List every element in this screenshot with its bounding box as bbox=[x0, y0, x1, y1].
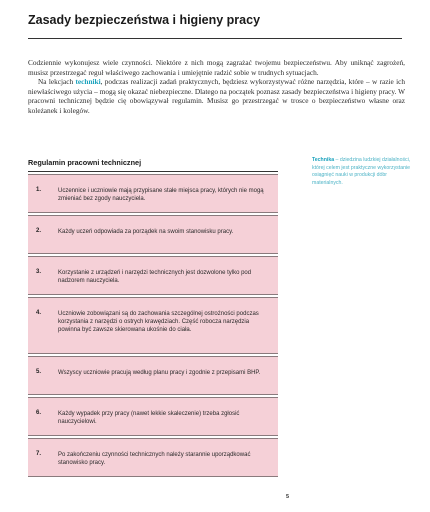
page-title: Zasady bezpieczeństwa i higieny pracy bbox=[28, 13, 261, 27]
rule-item bbox=[28, 356, 278, 395]
rule-number: 3. bbox=[36, 269, 42, 275]
rule-number: 2. bbox=[36, 228, 42, 234]
rule-text: Wszyscy uczniowie pracują według planu pracy i zgodnie z przepisami BHP. bbox=[58, 370, 261, 376]
sidebar-keyword: Technika bbox=[312, 157, 335, 163]
rule-item bbox=[28, 438, 278, 477]
rules-list bbox=[28, 174, 278, 479]
regulamin-divider bbox=[28, 171, 278, 172]
sidebar-definition bbox=[312, 157, 412, 187]
rule-item bbox=[28, 256, 278, 295]
rule-text: Po zakończeniu czynności technicznych należy starannie uporządkować stanowisko pracy. bbox=[58, 452, 251, 467]
regulamin-heading: Regulamin pracowni technicznej bbox=[28, 158, 142, 167]
page-number: 5 bbox=[286, 494, 290, 500]
rule-item bbox=[28, 215, 278, 254]
intro-p2-start: Na lekcjach bbox=[38, 77, 76, 87]
keyword-techniki: techniki bbox=[75, 77, 101, 87]
intro-paragraph-1: Codziennie wykonujesz wiele czynności. Niektóre z nich mogą zagrażać twojemu bezpieczeństwu. Aby uniknąć zagrożeń, musisz przestrzegać reguł właściwego zachowania i umiejętnie radzić sobie w trudnych sytuacjach. bbox=[28, 58, 405, 77]
intro-text bbox=[28, 58, 405, 116]
rule-text: Korzystanie z urządzeń i narzędzi technicznych jest dozwolone tylko pod nadzorem nauczyciela. bbox=[58, 270, 252, 285]
rule-number: 5. bbox=[36, 369, 42, 375]
rule-number: 7. bbox=[36, 451, 42, 457]
rule-text: Każdy wypadek przy pracy (nawet lekkie skaleczenie) trzeba zgłosić nauczycielowi. bbox=[58, 411, 240, 426]
sidebar-definition-text: – dziedzina ludzkiej działalności, której celem jest praktyczne wykorzystanie osiągnięć nauki w produkcji dóbr materialnych. bbox=[312, 157, 411, 186]
intro-p2-rest: , podczas realizacji zadań praktycznych, będziesz wykorzystywać różne narzędzia, które – w razie ich niewłaściwego użycia – mogą się okazać niebezpieczne. Dlatego na początek poznasz zasady bezpieczeństwa i higieny pracy. W pracowni technicznej będzie cię obowiązywał regulamin. Musisz go przestrzegać w trosce o bezpieczeństwo własne oraz koleżanek i kolegów. bbox=[28, 77, 405, 115]
rule-number: 6. bbox=[36, 410, 42, 416]
rule-item bbox=[28, 397, 278, 436]
rule-text: Uczennice i uczniowie mają przypisane stałe miejsca pracy, których nie mogą zmieniać bez zgody nauczyciela. bbox=[58, 188, 264, 203]
title-divider bbox=[28, 38, 402, 39]
rule-text: Uczniowie zobowiązani są do zachowania szczególnej ostrożności podczas korzystania z narzędzi o ostrych krawędziach. Część robocza narzędzia powinna być zawsze skierowana ukośnie do ciała. bbox=[58, 311, 259, 334]
rule-text: Każdy uczeń odpowiada za porządek na swoim stanowisku pracy. bbox=[58, 229, 234, 235]
intro-paragraph-2 bbox=[28, 77, 405, 115]
rule-number: 4. bbox=[36, 310, 42, 316]
rule-number: 1. bbox=[36, 187, 42, 193]
rule-item bbox=[28, 297, 278, 354]
rule-item bbox=[28, 174, 278, 213]
